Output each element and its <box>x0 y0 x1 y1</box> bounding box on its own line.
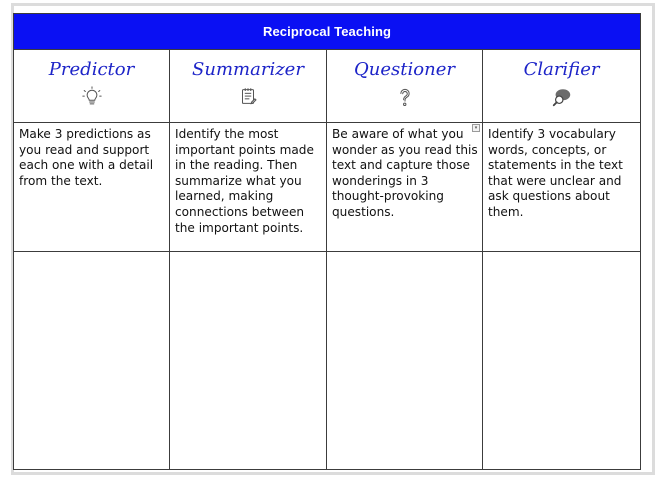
cell-menu-icon[interactable]: ▾ <box>472 124 480 132</box>
notepad-icon <box>237 86 259 108</box>
role-name-questioner: Questioner <box>354 59 455 80</box>
clarifier-description[interactable]: Identify 3 vocabulary words, concepts, or statements in the text that were unclear and ask questions about them. <box>483 123 641 252</box>
role-header-summarizer[interactable] <box>170 50 327 123</box>
lightbulb-icon <box>81 86 103 108</box>
reciprocal-teaching-table <box>13 13 641 470</box>
predictor-description[interactable]: Make 3 predictions as you read and support each one with a detail from the text. <box>14 123 170 252</box>
role-name-summarizer: Summarizer <box>192 59 304 80</box>
summarizer-description[interactable]: Identify the most important points made in the reading. Then summarize what you learned, making connections between the important points. <box>170 123 327 252</box>
summarizer-answer-cell[interactable] <box>170 252 327 470</box>
table-title: Reciprocal Teaching <box>14 14 641 50</box>
role-header-questioner[interactable] <box>327 50 483 123</box>
magnifier-speech-icon <box>551 86 573 108</box>
role-header-clarifier[interactable] <box>483 50 641 123</box>
role-header-predictor[interactable] <box>14 50 170 123</box>
predictor-answer-cell[interactable] <box>14 252 170 470</box>
questioner-description-cell[interactable] <box>327 123 483 252</box>
questioner-answer-cell[interactable] <box>327 252 483 470</box>
clarifier-answer-cell[interactable] <box>483 252 641 470</box>
questioner-description: Be aware of what you wonder as you read this text and capture those wonderings in 3 thought-provoking questions. <box>332 127 478 219</box>
question-mark-icon <box>394 86 416 108</box>
role-name-predictor: Predictor <box>48 59 135 80</box>
role-name-clarifier: Clarifier <box>523 59 600 80</box>
